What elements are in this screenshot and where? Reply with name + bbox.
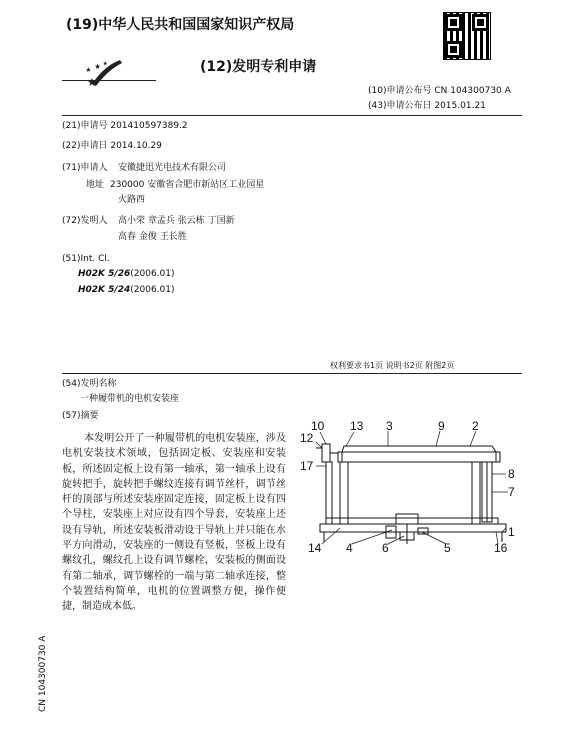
header-rule-left: [62, 80, 156, 81]
address-line1: 230000 安徽省合肥市新站区工业园星: [110, 180, 265, 190]
section-rule: [62, 373, 522, 374]
doc-type-label: 发明专利申请: [232, 59, 317, 75]
pub-no-label: (10)申请公布号: [368, 86, 432, 96]
intcl-label: (51)Int. Cl.: [62, 254, 110, 264]
page-counts: 权利要求书1页 说明书2页 附图2页: [330, 361, 455, 370]
inventors-line2: 高春 金俊 王长胜: [118, 232, 187, 242]
filing-label: (22)申请日: [62, 141, 108, 151]
abstract-label: (57)摘要: [62, 411, 99, 421]
figure-label: 12: [300, 431, 314, 445]
ipc-version: (2006.01): [130, 285, 175, 295]
figure-label: 2: [472, 419, 479, 433]
office-code: (19): [66, 17, 99, 33]
app-no-label: (21)申请号: [62, 121, 108, 131]
ipc-class-2: [78, 285, 175, 296]
publication-number: [368, 86, 511, 97]
doc-code: (12): [200, 59, 233, 75]
header-rule-main: [62, 115, 522, 116]
device-figure: [296, 418, 526, 558]
publication-date: [368, 101, 486, 112]
inventor-label: (72)发明人: [62, 216, 108, 226]
figure-label: 14: [308, 541, 322, 555]
applicant-value: 安徽捷迅光电技术有限公司: [118, 163, 227, 173]
figure-label: 10: [311, 419, 325, 433]
qr-code: [443, 12, 491, 60]
figure-label: 1: [508, 525, 515, 539]
invention-title: 一种履带机的电机安装座: [80, 394, 180, 404]
figure-label: 8: [508, 467, 515, 481]
pub-date-label: (43)申请公布日: [368, 101, 432, 111]
ipc-version: (2006.01): [130, 269, 175, 279]
figure-label: 7: [508, 485, 515, 499]
cnipa-emblem-icon: [86, 58, 124, 90]
title-label: (54)发明名称: [62, 379, 117, 389]
app-no-value: 201410597389.2: [110, 121, 188, 131]
figure-label: 4: [346, 541, 353, 555]
ipc-code: H02K 5/24: [78, 285, 131, 295]
figure-label: 5: [444, 541, 451, 555]
figure-label: 9: [438, 419, 445, 433]
office-name: 中华人民共和国国家知识产权局: [98, 17, 295, 33]
address-label: 地址: [86, 180, 105, 190]
figure-label: 3: [386, 419, 393, 433]
document-type: [200, 56, 316, 76]
office-header: [66, 14, 294, 34]
figure-label: 16: [494, 541, 508, 555]
address-line2: 火路西: [118, 195, 146, 205]
ipc-class-1: [78, 269, 175, 280]
figure-label: 6: [382, 541, 389, 555]
filing-value: 2014.10.29: [110, 141, 162, 151]
figure-label: 13: [350, 419, 364, 433]
ipc-code: H02K 5/26: [78, 269, 131, 279]
pub-date-value: 2015.01.21: [434, 101, 486, 111]
pub-no-value: CN 104300730 A: [434, 86, 511, 96]
applicant-label: (71)申请人: [62, 163, 108, 173]
inventors-line1: 高小荣 章孟兵 张云栋 丁国新: [118, 216, 235, 226]
side-publication-number: CN 104300730 A: [38, 635, 48, 712]
figure-label: 17: [300, 459, 314, 473]
abstract-text: 本发明公开了一种履带机的电机安装座，涉及电机安装技术领域，包括固定板、安装座和安装板，所述固定板上设有第一轴承，第一轴承上设有旋转把手，旋转把手螺纹连接有调节丝杆，调节丝杆的顶部与所述安装座固定连接，固定板上设有四个导柱，安装座上对应设有四个导套，安装座上还设有导轨，所述安装板滑动设于导轨上并只能在水平方向滑动，安装座的一侧设有竖板，竖板上设有螺纹孔，螺纹孔上设有调节螺栓，安装板的侧面设有第二轴承，调节螺栓的一端与第二轴承连接，整个装置结构简单，电机的位置调整方便，操作便捷，制造成本低。: [62, 433, 286, 613]
filing-date: [62, 141, 162, 152]
application-number: [62, 121, 188, 132]
